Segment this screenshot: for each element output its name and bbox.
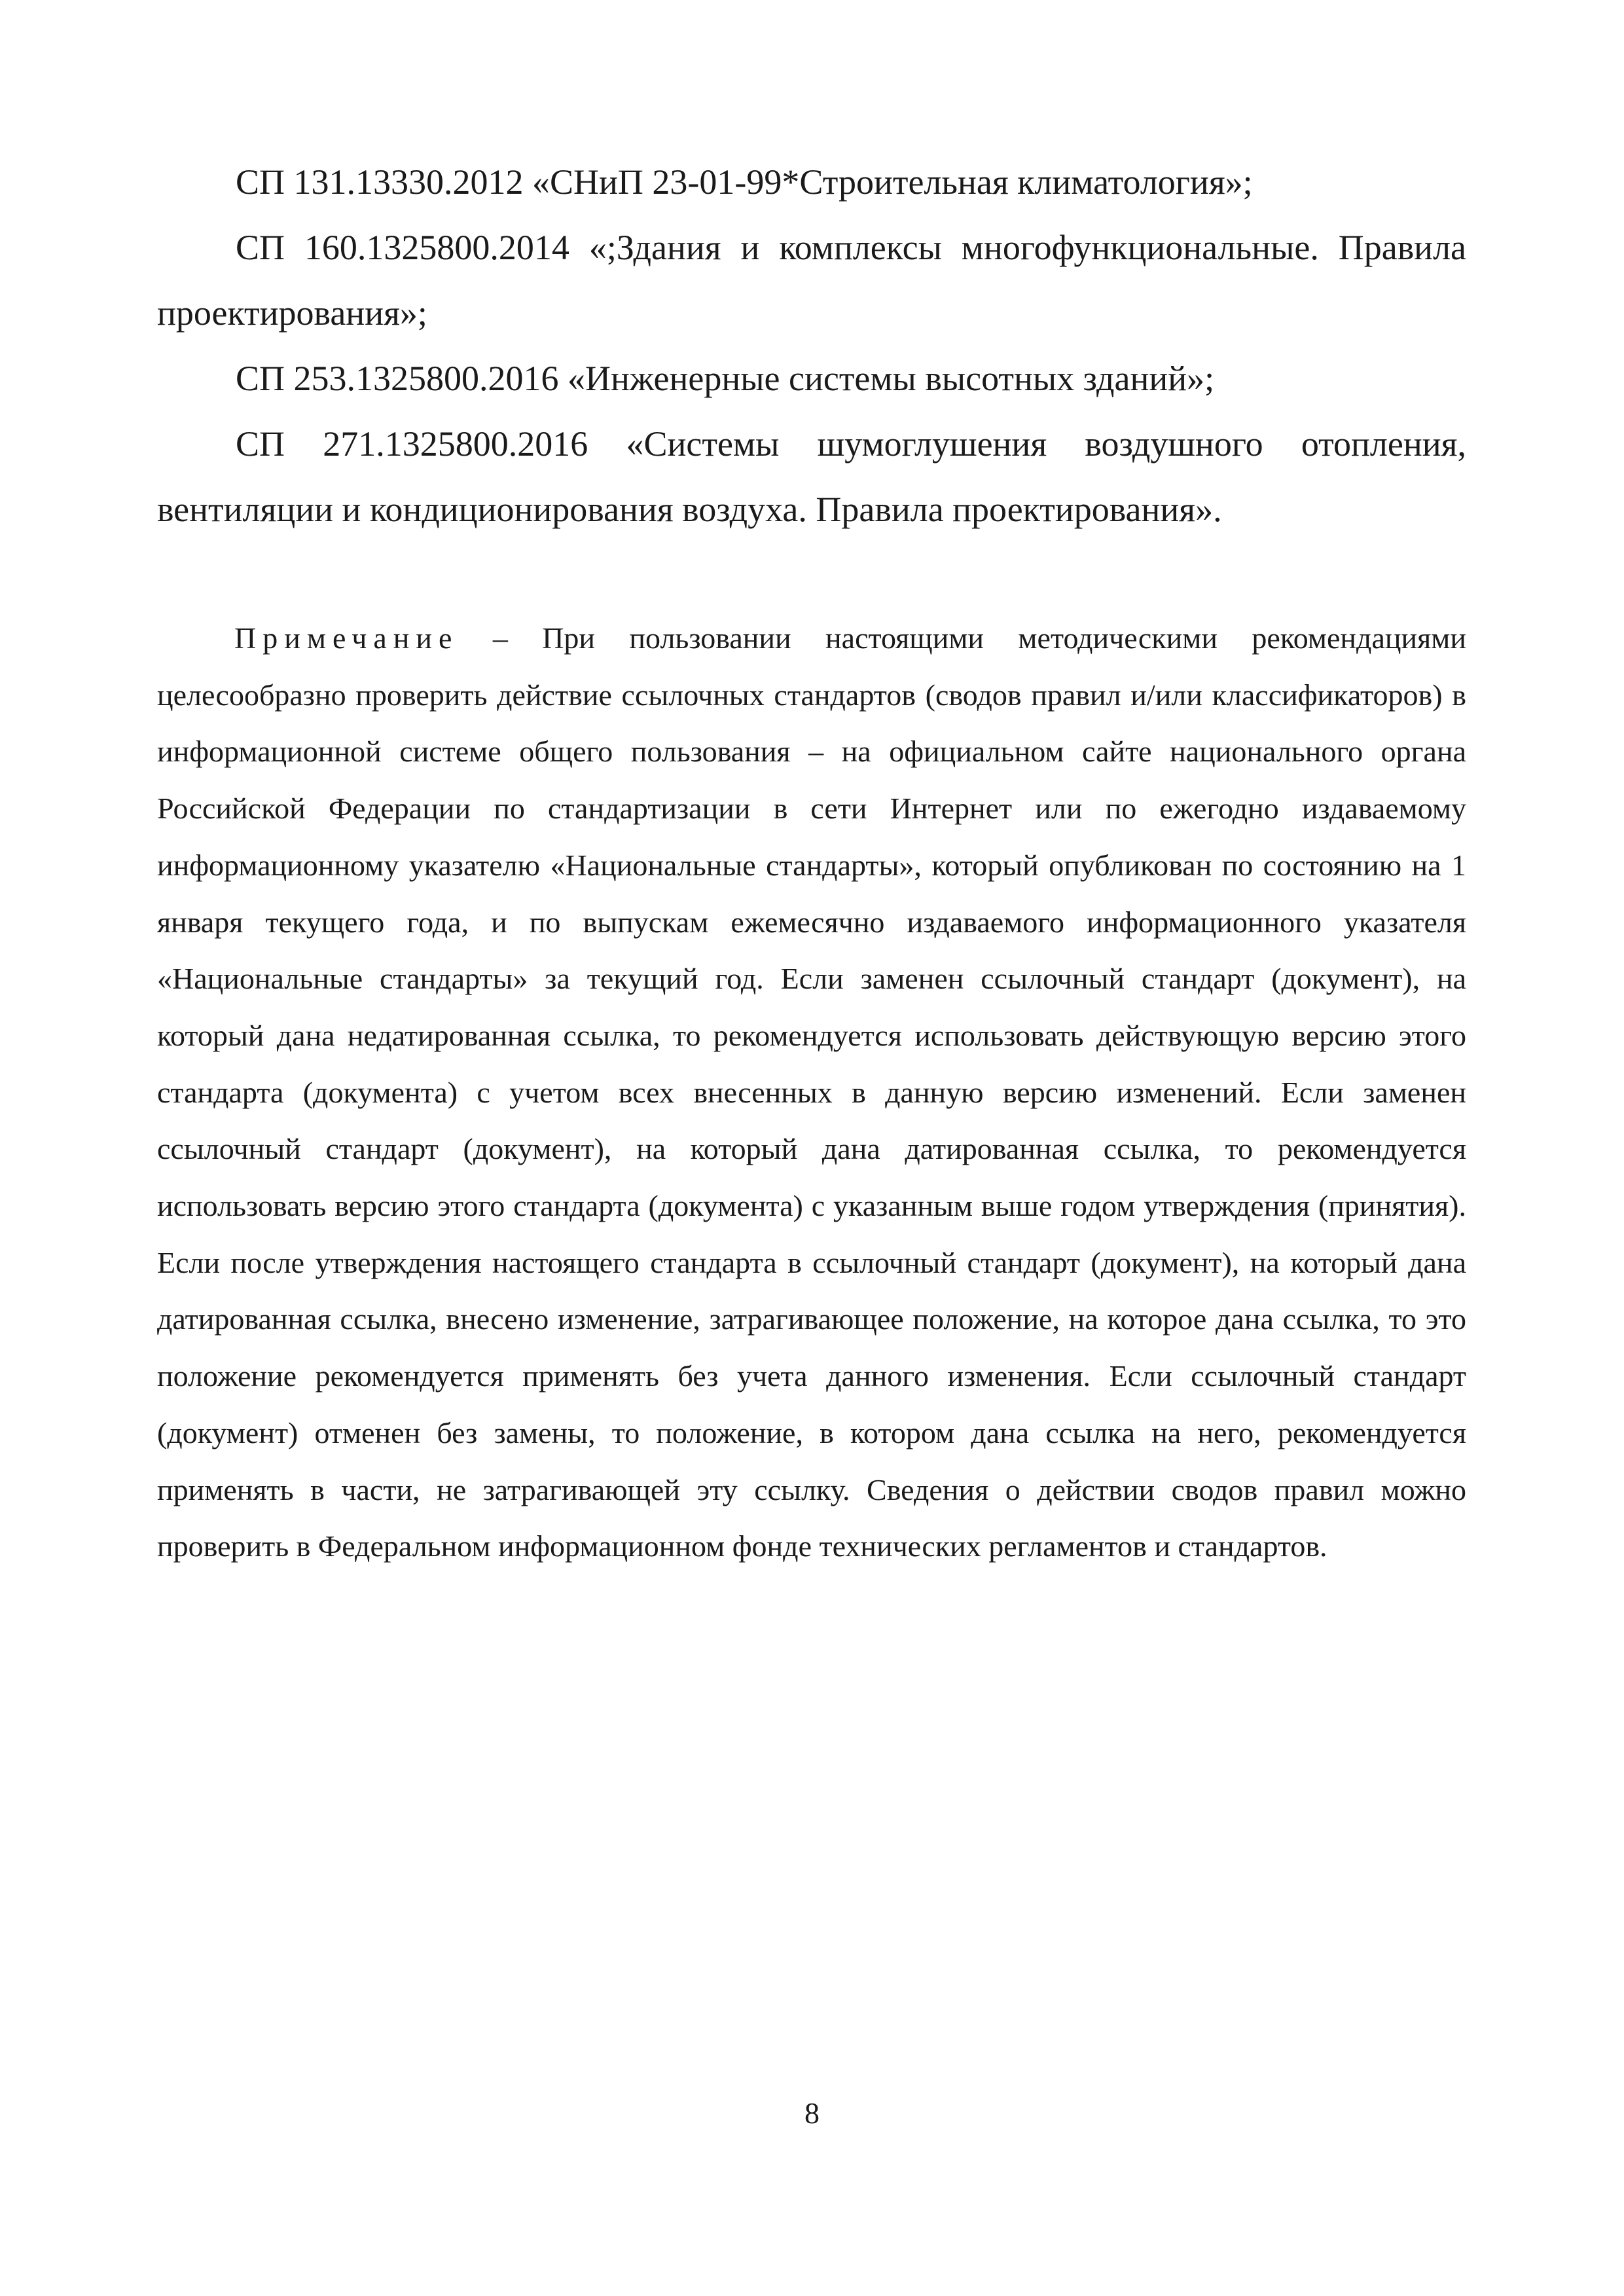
note-label: Примечание	[234, 621, 459, 655]
reference-item: СП 271.1325800.2016 «Системы шумоглушения воздушного отопления, вентиляции и кондиционирования воздуха. Правила проектирования».	[157, 424, 1466, 529]
page-number: 8	[804, 2096, 820, 2130]
reference-item: СП 253.1325800.2016 «Инженерные системы высотных зданий»;	[236, 359, 1215, 398]
reference-item: СП 160.1325800.2014 «;Здания и комплексы многофункциональные. Правила проектирования»;	[157, 228, 1466, 333]
reference-item: СП 131.13330.2012 «СНиП 23-01-99*Строительная климатология»;	[236, 162, 1253, 202]
normative-references-list	[157, 149, 1466, 542]
note-text: – При пользовании настоящими методическими рекомендациями целесообразно проверить действие ссылочных стандартов (сводов правил и/или классификаторов) в информационной системе общего пользования – на официальном сайте национального органа Российской Федерации по стандартизации в сети Интернет или по ежегодно издаваемому информационному указателю «Национальные стандарты», который опубликован по состоянию на 1 января текущего года, и по выпускам ежемесячно издаваемого информационного указателя «Национальные стандарты» за текущий год. Если заменен ссылочный стандарт (документ), на который дана недатированная ссылка, то рекомендуется использовать действующую версию этого стандарта (документа) с учетом всех внесенных в данную версию изменений. Если заменен ссылочный стандарт (документ), на который дана датированная ссылка, то рекомендуется использовать версию этого стандарта (документа) с указанным выше годом утверждения (принятия). Если после утверждения настоящего стандарта в ссылочный стандарт (документ), на который дана датированная ссылка, внесено изменение, затрагивающее положение, на которое дана ссылка, то это положение рекомендуется применять без учета данного изменения. Если ссылочный стандарт (документ) отменен без замены, то положение, в котором дана ссылка на него, рекомендуется применять в части, не затрагивающей эту ссылку. Сведения о действии сводов правил можно проверить в Федеральном информационном фонде технических регламентов и стандартов.	[157, 621, 1466, 1563]
note-paragraph	[157, 610, 1466, 1575]
